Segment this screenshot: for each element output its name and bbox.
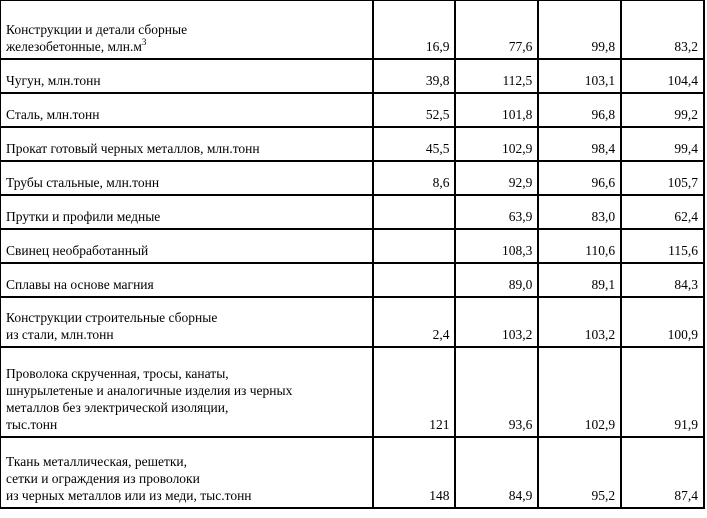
row-label [1, 162, 374, 196]
value-cell-col-3: 96,6 [539, 162, 622, 196]
value-cell-col-3: 96,8 [539, 94, 622, 128]
value-cell-col-2: 112,5 [456, 60, 539, 94]
value-cell-col-3: 99,8 [539, 1, 622, 60]
value-cell-col-3: 102,9 [539, 348, 622, 438]
value-cell-col-1: 45,5 [374, 128, 457, 162]
value-cell-col-1: 8,6 [374, 162, 457, 196]
value-cell-col-2: 103,2 [456, 298, 539, 348]
value-cell-col-2: 93,6 [456, 348, 539, 438]
row-label-text: железобетонные, млн.м [6, 39, 142, 54]
value-cell-col-1 [374, 264, 457, 298]
row-label-line: Конструкции строительные сборные [6, 310, 218, 325]
value-cell-col-2: 84,9 [456, 438, 539, 509]
value-cell-col-2: 89,0 [456, 264, 539, 298]
value-cell-col-1: 39,8 [374, 60, 457, 94]
row-label-line: Ткань металлическая, решетки, [6, 454, 188, 469]
row-label-line: Сплавы на основе магния [6, 277, 154, 292]
row-label [1, 298, 374, 348]
value-cell-col-2: 77,6 [456, 1, 539, 60]
value-cell-col-1 [374, 196, 457, 230]
table-row [1, 94, 705, 128]
value-cell-col-4: 62,4 [622, 196, 705, 230]
production-table-body [1, 1, 705, 509]
table-row [1, 264, 705, 298]
value-cell-col-4: 99,4 [622, 128, 705, 162]
value-cell-col-4: 115,6 [622, 230, 705, 264]
unit-superscript: 3 [141, 37, 147, 47]
value-cell-col-3: 95,2 [539, 438, 622, 509]
row-label-line: тыс.тонн [6, 417, 58, 432]
row-label-line: сетки и ограждения из проволоки [6, 471, 200, 486]
table-row [1, 438, 705, 509]
value-cell-col-4: 84,3 [622, 264, 705, 298]
row-label-line: Сталь, млн.тонн [6, 107, 100, 122]
row-label [1, 128, 374, 162]
value-cell-col-2: 102,9 [456, 128, 539, 162]
row-label-line: Прокат готовый черных металлов, млн.тонн [6, 141, 260, 156]
row-label-line: из стали, млн.тонн [6, 327, 114, 342]
row-label-line: из черных металлов или из меди, тыс.тонн [6, 488, 252, 503]
value-cell-col-1: 2,4 [374, 298, 457, 348]
value-cell-col-2: 63,9 [456, 196, 539, 230]
value-cell-col-3: 110,6 [539, 230, 622, 264]
table-row [1, 196, 705, 230]
row-label [1, 94, 374, 128]
row-label [1, 264, 374, 298]
row-label-line: Прутки и профили медные [6, 209, 161, 224]
row-label [1, 230, 374, 264]
table-row [1, 60, 705, 94]
table-row [1, 348, 705, 438]
table-row [1, 128, 705, 162]
row-label [1, 60, 374, 94]
value-cell-col-3: 89,1 [539, 264, 622, 298]
value-cell-col-4: 104,4 [622, 60, 705, 94]
row-label-line: Трубы стальные, млн.тонн [6, 175, 160, 190]
table-row [1, 298, 705, 348]
value-cell-col-2: 101,8 [456, 94, 539, 128]
row-label-line: Конструкции и детали сборные [6, 22, 188, 37]
row-label-line: металлов без электрической изоляции, [6, 400, 229, 415]
value-cell-col-3: 103,1 [539, 60, 622, 94]
row-label [1, 1, 374, 60]
table-row [1, 1, 705, 60]
value-cell-col-4: 91,9 [622, 348, 705, 438]
value-cell-col-1: 16,9 [374, 1, 457, 60]
value-cell-col-1: 52,5 [374, 94, 457, 128]
value-cell-col-3: 98,4 [539, 128, 622, 162]
value-cell-col-4: 87,4 [622, 438, 705, 509]
row-label-line [6, 38, 367, 55]
row-label-line: Проволока скрученная, тросы, канаты, [6, 366, 229, 381]
row-label-line: Чугун, млн.тонн [6, 73, 101, 88]
value-cell-col-1: 148 [374, 438, 457, 509]
row-label [1, 438, 374, 509]
value-cell-col-3: 83,0 [539, 196, 622, 230]
value-cell-col-4: 99,2 [622, 94, 705, 128]
table-row [1, 162, 705, 196]
value-cell-col-3: 103,2 [539, 298, 622, 348]
value-cell-col-1: 121 [374, 348, 457, 438]
value-cell-col-4: 83,2 [622, 1, 705, 60]
value-cell-col-2: 108,3 [456, 230, 539, 264]
value-cell-col-1 [374, 230, 457, 264]
value-cell-col-4: 105,7 [622, 162, 705, 196]
row-label-line: Свинец необработанный [6, 243, 149, 258]
table-row [1, 230, 705, 264]
row-label [1, 348, 374, 438]
value-cell-col-2: 92,9 [456, 162, 539, 196]
row-label [1, 196, 374, 230]
value-cell-col-4: 100,9 [622, 298, 705, 348]
row-label-line: шнурылетеные и аналогичные изделия из черных [6, 383, 293, 398]
